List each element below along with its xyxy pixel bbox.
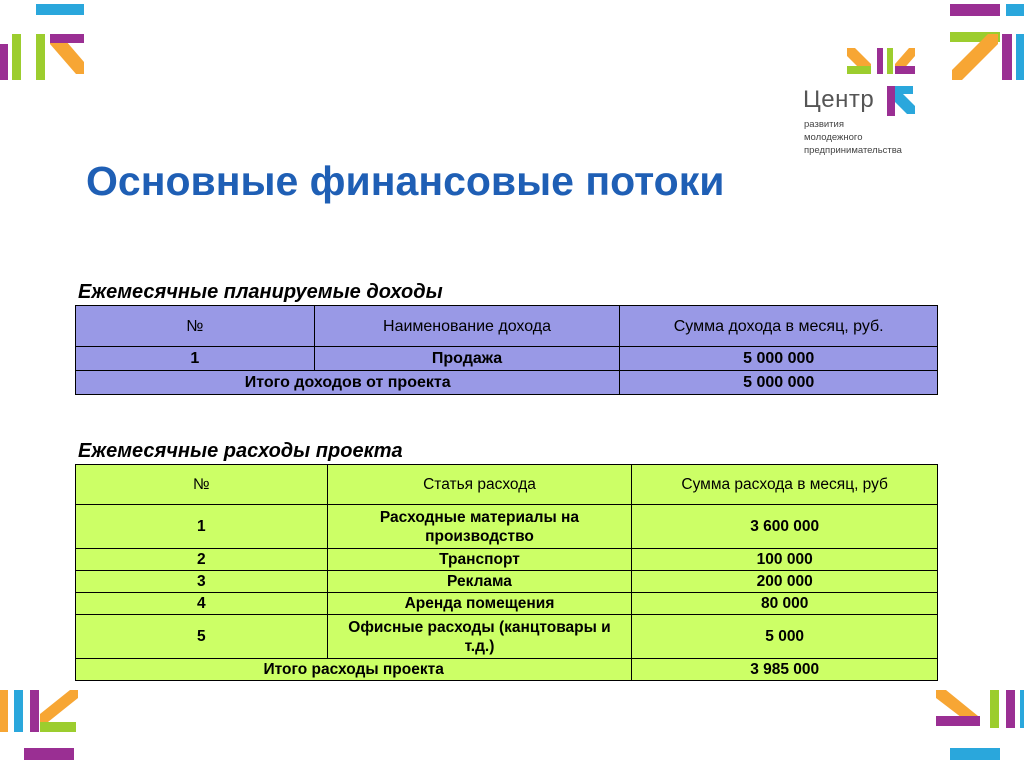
income-row-num: 1 (76, 347, 315, 371)
expenses-row-num: 5 (76, 615, 328, 659)
income-row-amount: 5 000 000 (620, 347, 938, 371)
expenses-row-amount: 200 000 (632, 571, 938, 593)
expenses-caption: Ежемесячные расходы проекта (78, 440, 403, 462)
income-total-row (76, 371, 938, 395)
expenses-row-amount: 100 000 (632, 549, 938, 571)
expenses-row-amount: 3 600 000 (632, 505, 938, 549)
logo-subtitle-line-2: молодежного (804, 132, 863, 143)
corner-arrows-bottom-left-icon (0, 686, 95, 768)
expenses-row-num: 2 (76, 549, 328, 571)
expenses-row (76, 571, 938, 593)
expenses-row (76, 615, 938, 659)
expenses-total-label: Итого расходы проекта (76, 659, 632, 681)
expenses-total-amount: 3 985 000 (632, 659, 938, 681)
expenses-row-amount: 5 000 (632, 615, 938, 659)
expenses-row-amount: 80 000 (632, 593, 938, 615)
income-row (76, 347, 938, 371)
expenses-row-name: Реклама (327, 571, 632, 593)
income-table (75, 305, 938, 395)
expenses-row-name: Транспорт (327, 549, 632, 571)
expenses-header-amount: Сумма расхода в месяц, руб (632, 465, 938, 505)
logo-subtitle-line-3: предпринимательства (804, 145, 902, 156)
expenses-row-num: 3 (76, 571, 328, 593)
corner-arrows-bottom-right-icon (930, 686, 1024, 768)
expenses-header-name: Статья расхода (327, 465, 632, 505)
income-header-num: № (76, 306, 315, 347)
corner-arrows-top-left-icon (0, 0, 95, 90)
expenses-table (75, 464, 938, 681)
income-caption: Ежемесячные планируемые доходы (78, 281, 443, 303)
expenses-header-row (76, 465, 938, 505)
income-total-label: Итого доходов от проекта (76, 371, 620, 395)
expenses-row (76, 549, 938, 571)
expenses-total-row (76, 659, 938, 681)
income-total-amount: 5 000 000 (620, 371, 938, 395)
expenses-row-name: Расходные материалы на производство (327, 505, 632, 549)
income-header-amount: Сумма дохода в месяц, руб. (620, 306, 938, 347)
expenses-row-name: Аренда помещения (327, 593, 632, 615)
corner-arrows-top-right-icon (940, 0, 1024, 90)
expenses-row-name: Офисные расходы (канцтовары и т.д.) (327, 615, 632, 659)
expenses-header-num: № (76, 465, 328, 505)
expenses-row (76, 593, 938, 615)
page-title: Основные финансовые потоки (86, 158, 725, 204)
logo-wordmark: Центр (803, 86, 875, 113)
income-header-name: Наименование дохода (314, 306, 620, 347)
income-row-name: Продажа (314, 347, 620, 371)
logo-subtitle-line-1: развития (804, 119, 844, 130)
expenses-row-num: 1 (76, 505, 328, 549)
income-header-row (76, 306, 938, 347)
expenses-row (76, 505, 938, 549)
expenses-row-num: 4 (76, 593, 328, 615)
